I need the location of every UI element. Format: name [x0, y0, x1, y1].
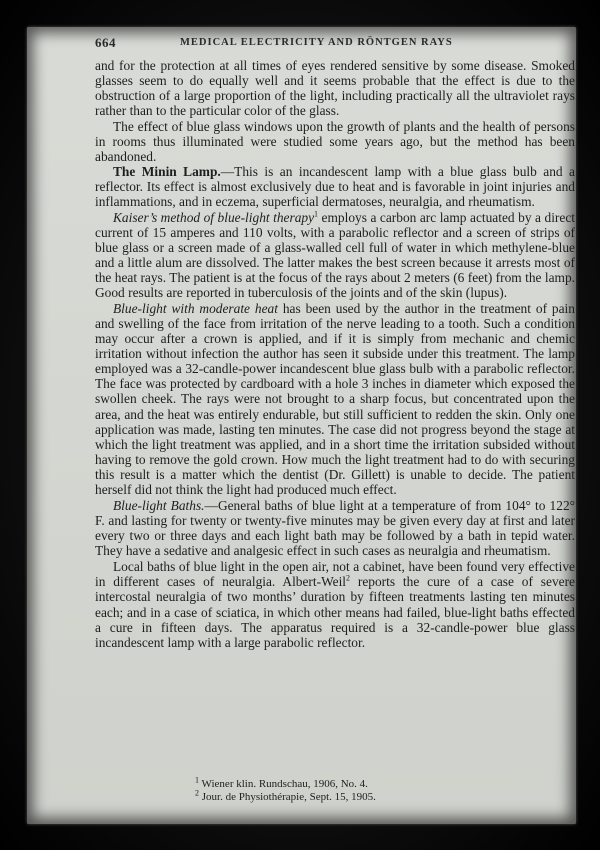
paragraph-moderate-heat	[95, 301, 575, 498]
footnotes	[195, 775, 525, 804]
page-header	[95, 35, 555, 53]
book-page	[27, 27, 576, 824]
local-baths-text-b: reports the cure of a case of severe intercostal neuralgia of two months’ duration by fifteen treatments lasting ten minutes each; and in a case of sciatica, in which other means had failed, blue-light baths effected a cure in fifteen days. The apparatus required is a 32-candle-power blue glass incandescent lamp with a large parabolic reflector.	[95, 574, 575, 650]
footnote-2-text: Jour. de Physiothérapie, Sept. 15, 1905.	[199, 791, 376, 803]
footnote-ref-1: 1	[314, 209, 319, 219]
paragraph-kaiser-method	[95, 210, 575, 301]
body-text	[95, 58, 575, 650]
paragraph-glass-protection: and for the protection at all times of eyes rendered sensitive by some disease. Smoked glasses seem to do equally well and it seems probable that the effect is due to the obstruction of a large proportion of the light, including practically all the ultraviolet rays rather than to the particular color of the glass.	[95, 58, 575, 119]
paragraph-blue-light-baths	[95, 498, 575, 559]
page-number: 664	[95, 35, 116, 50]
moderate-heat-heading: Blue-light with moderate heat	[113, 300, 278, 316]
moderate-heat-text: has been used by the author in the treatment of pain and swelling of the face from irritation of the nerve leading to a tooth. Such a condition may occur after a crown is applied, and if it is simply from mechanic and chemic irritation without infection the author has seen it subside under this treatment. The lamp employed was a 32-candle-power incandescent blue glass bulb with a parabolic reflector. The face was protected by cardboard with a hole 3 inches in diameter which exposed the swollen cheek. The rays were not brought to a sharp focus, but concentrated upon the area, and the heat was entirely endurable, but still sufficient to redden the skin. Only one application was made, lasting ten minutes. The case did not progress beyond the stage at which the light treatment was applied, and in a short time the irritation subsided without having to remove the gold crown. How much the light treatment had to do with securing this result is a matter which the dentist (Dr. Gillett) is unable to decide. The patient herself did not think the light had produced much effect.	[95, 300, 575, 498]
running-title: MEDICAL ELECTRICITY AND RÖNTGEN RAYS	[180, 37, 453, 48]
footnote-mark-2: 2	[195, 788, 199, 798]
footnote-ref-2: 2	[346, 573, 351, 583]
local-baths-text-a: Local baths of blue light in the open air, not a cabinet, have been found very effective in different cases of neuralgia. Albert-Weil	[95, 559, 575, 590]
minin-lamp-heading: The Minin Lamp.	[113, 164, 221, 180]
blue-light-baths-text: —General baths of blue light at a temperature of from 104° to 122° F. and lasting for twenty or twenty-five minutes may be given every day at first and later every two or three days and each light bath may be followed by a bath in tepid water. They have a sedative and analgesic effect in such cases as neuralgia and rheumatism.	[95, 497, 575, 558]
footnote-1-text: Wiener klin. Rundschau, 1906, No. 4.	[199, 778, 368, 790]
footnote-2	[195, 788, 525, 804]
footnote-1	[195, 775, 525, 791]
blue-light-baths-heading: Blue-light Baths.	[113, 497, 205, 513]
paragraph-blue-glass-windows: The effect of blue glass windows upon the growth of plants and the health of persons in rooms thus illuminated were studied some years ago, but the method has been abandoned.	[95, 118, 575, 164]
kaiser-method-heading: Kaiser’s method of blue-light therapy	[113, 209, 315, 225]
kaiser-method-text: employs a carbon arc lamp actuated by a direct current of 15 amperes and 110 volts, with a parabolic reflector and a screen of strips of blue glass or a screen made of a glass-walled cell full of water in which methylene-blue and a little alum are dissolved. The latter makes the best screen because it arrests most of the heat rays. The patient is at the focus of the rays about 2 meters (6 feet) from the lamp. Good results are reported in tuberculosis of the joints and of the skin (lupus).	[95, 209, 575, 301]
footnote-mark-1: 1	[195, 775, 199, 785]
paragraph-minin-lamp	[95, 164, 575, 209]
paragraph-local-baths	[95, 559, 575, 650]
minin-lamp-text: —This is an incandescent lamp with a blue glass bulb and a reflector. Its effect is almost exclusively due to heat and is favorable in joint injuries and inflammations, and in eczema, superficial dermatoses, neuralgia, and rheumatism.	[95, 164, 575, 210]
